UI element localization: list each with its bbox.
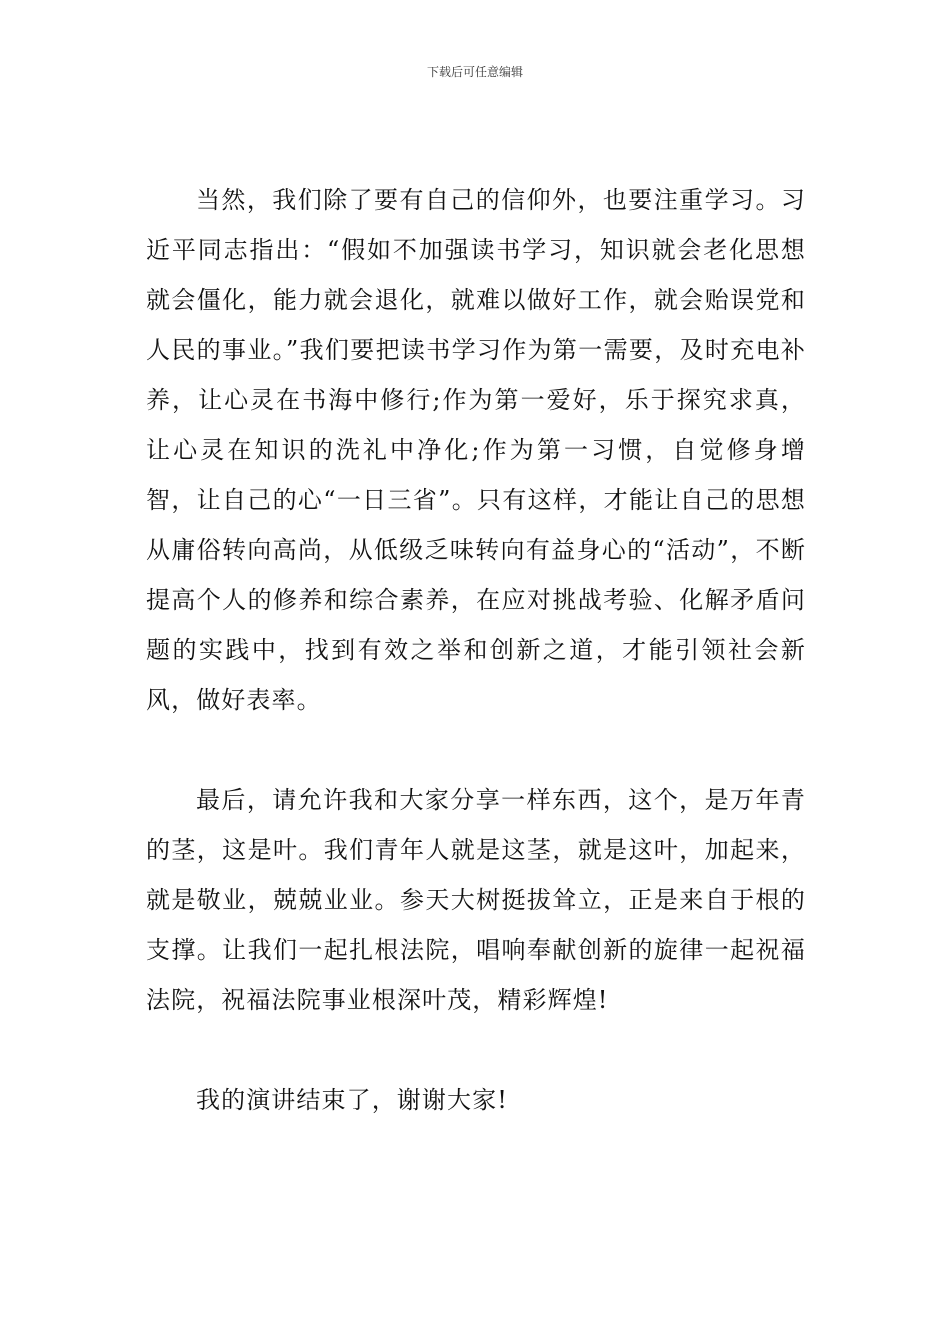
paragraph-text: 最后，请允许我和大家分享一样东西，这个，是万年青的茎，这是叶。我们青年人就是这茎，就是这叶，加起来，就是敬业，兢兢业业。参天大树挺拔耸立，正是来自于根的支撑。让我们一起扎根法院，唱响奉献创新的旋律一起祝福法院，祝福法院事业根深叶茂，精彩辉煌! — [146, 786, 806, 1014]
paragraph-text: 我的演讲结束了，谢谢大家! — [196, 1086, 508, 1114]
paragraph-text: 当然，我们除了要有自己的信仰外，也要注重学习。习近平同志指出：“假如不加强读书学习，知识就会老化思想就会僵化，能力就会退化，就难以做好工作，就会贻误党和人民的事业。”我们要把读书学习作为第一需要，及时充电补养，让心灵在书海中修行;作为第一爱好，乐于探究求真，让心灵在知识的洗礼中净化;作为第一习惯，自觉修身增智，让自己的心“一日三省”。只有这样，才能让自己的思想从庸俗转向高尚，从低级乏味转向有益身心的“活动”，不断提高个人的修养和综合素养，在应对挑战考验、化解矛盾问题的实践中，找到有效之举和创新之道，才能引领社会新风，做好表率。 — [146, 186, 806, 714]
body-paragraph-study — [146, 175, 806, 725]
page-header: 下载后可任意编辑 — [426, 65, 523, 79]
body-paragraph-thanks — [146, 1075, 806, 1125]
body-paragraph-closing — [146, 775, 806, 1025]
